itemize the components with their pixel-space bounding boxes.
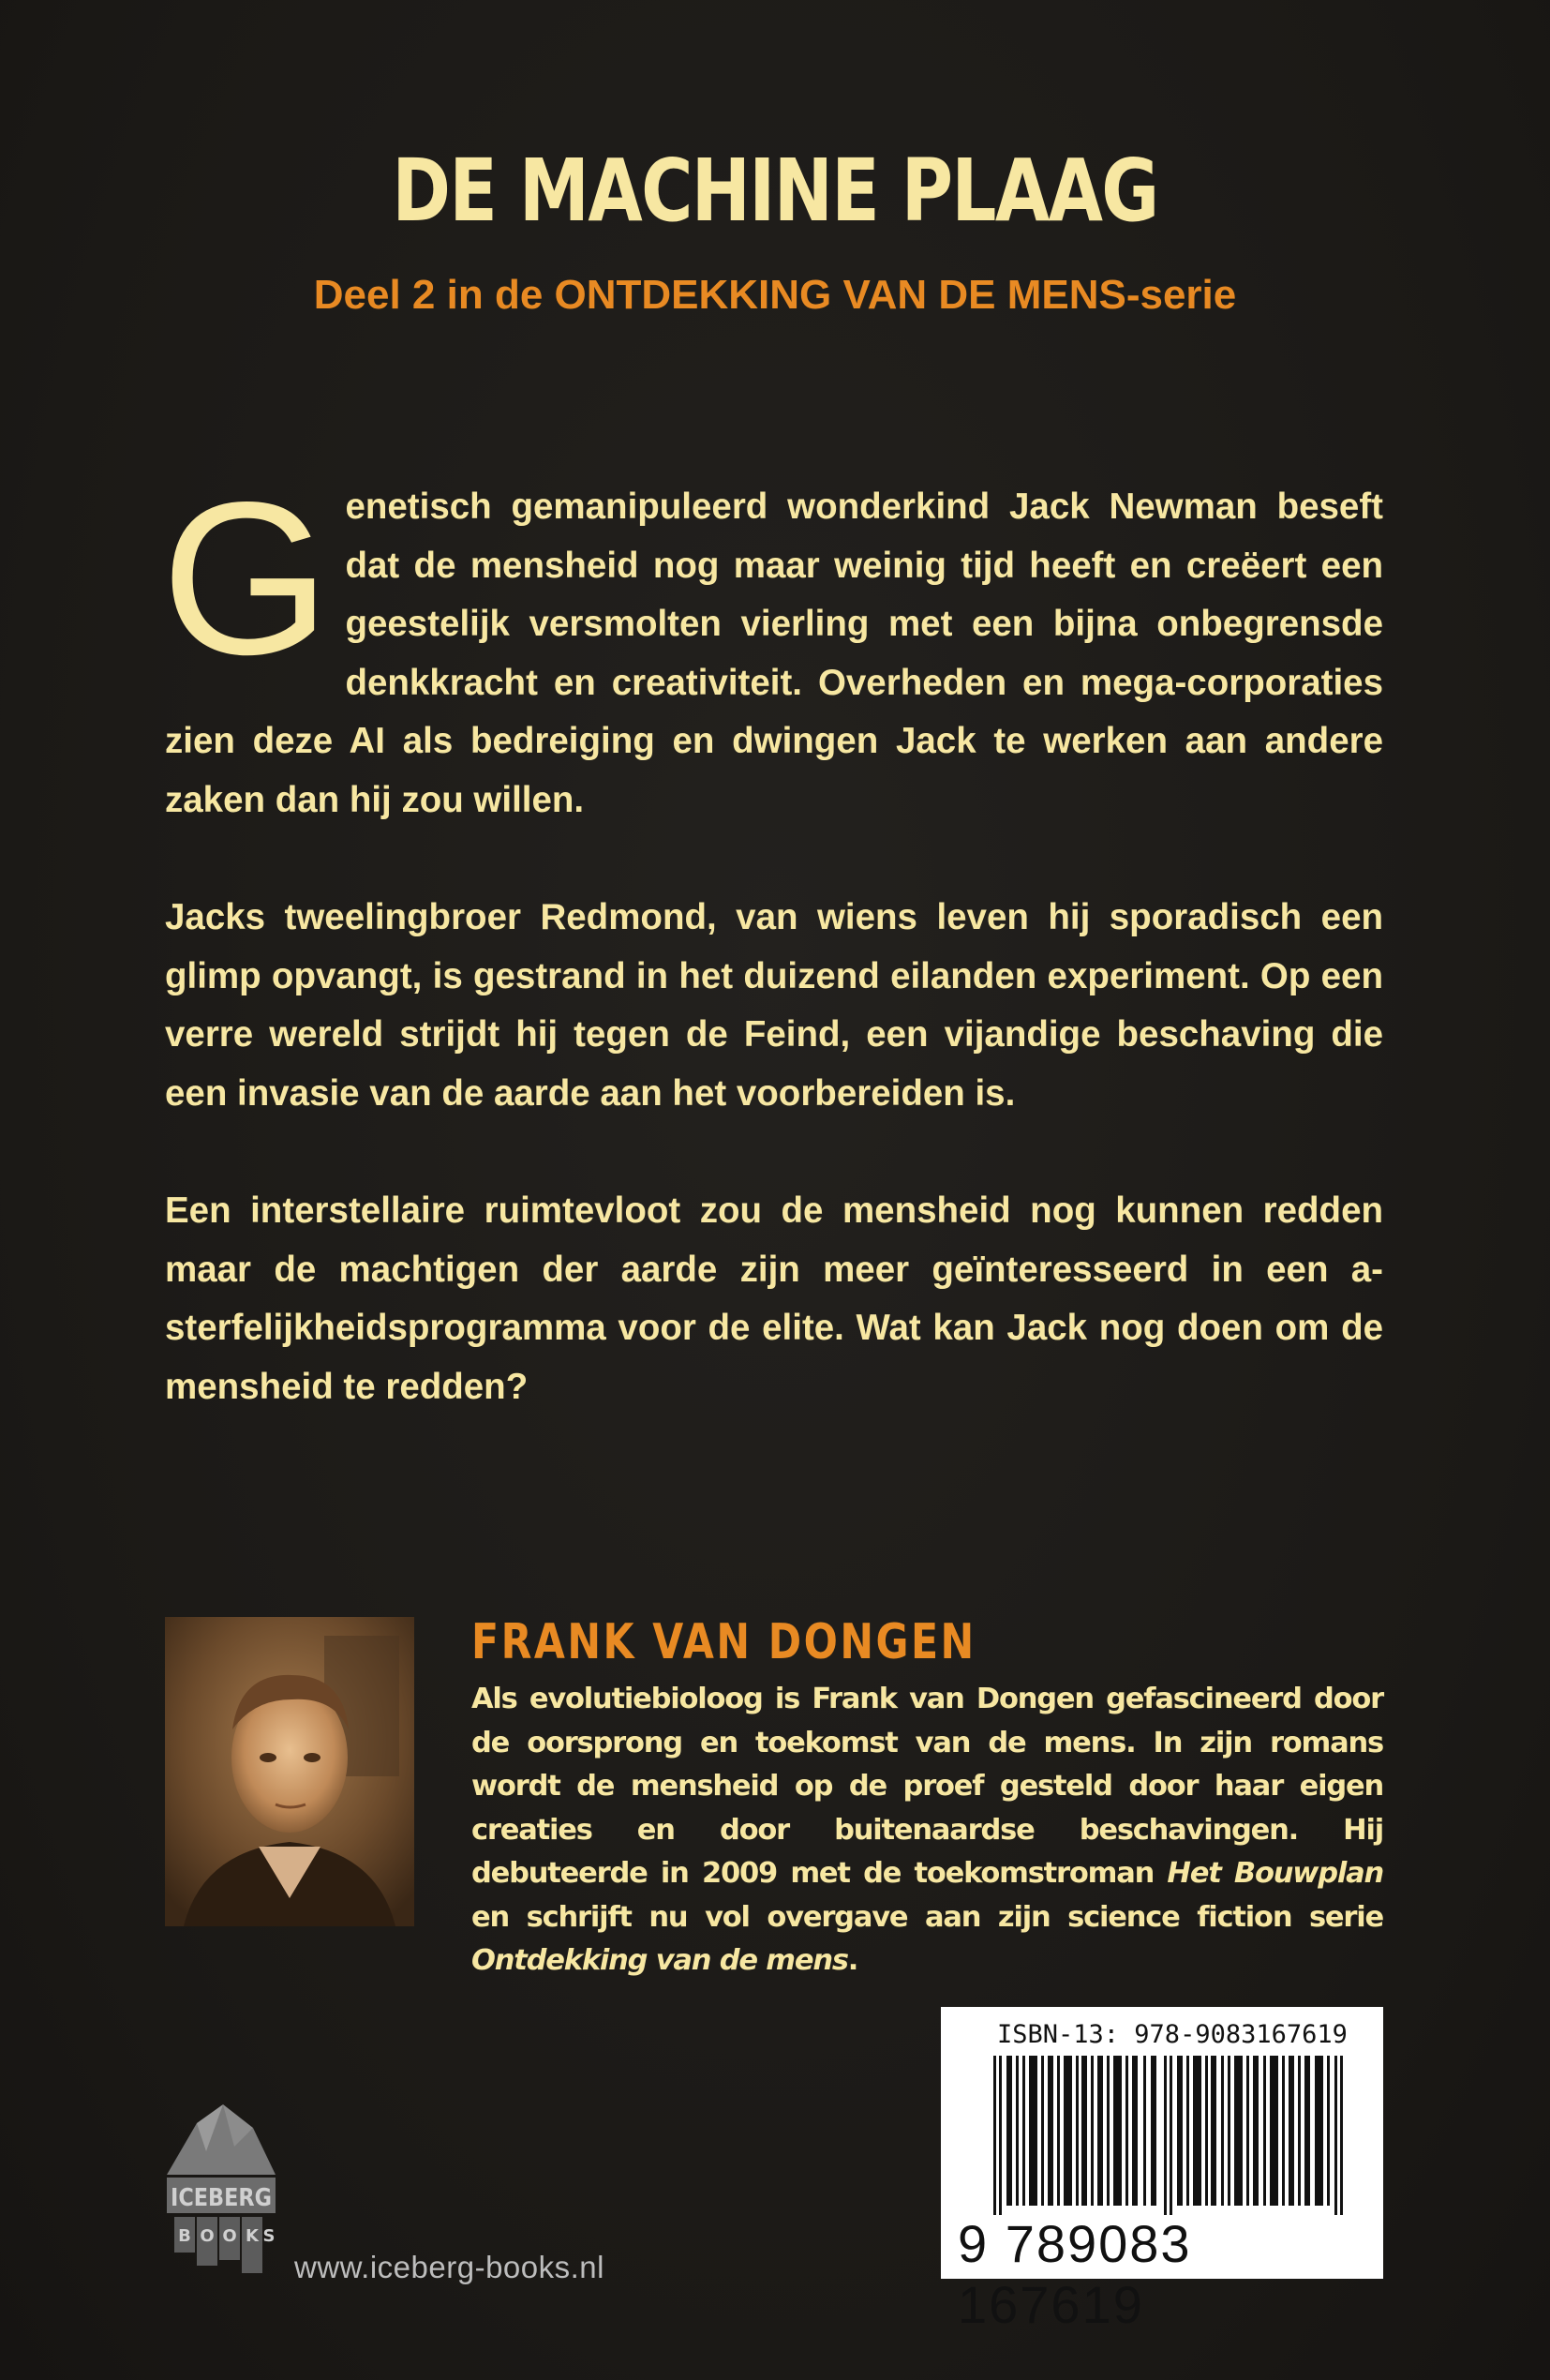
barcode-digits: 9 789083 167619 [958, 2214, 1192, 2334]
blurb [161, 457, 1383, 1475]
svg-text:O: O [222, 2226, 237, 2246]
publisher-website[interactable]: www.iceberg-books.nl [294, 2250, 604, 2284]
iceberg-books-logo [159, 2086, 281, 2283]
drop-cap: G [161, 457, 331, 700]
author-bio-book-title: Het Bouwplan [1167, 1857, 1383, 1890]
author-bio-series-title: Ontdekking van de mens [471, 1944, 848, 1977]
author-bio-end: . [847, 1944, 858, 1977]
svg-text:B: B [178, 2226, 191, 2246]
svg-text:O: O [200, 2226, 215, 2246]
svg-text:S: S [262, 2226, 276, 2246]
author-name: FRANK VAN DONGEN [471, 1614, 976, 1670]
author-bio-text-1: Als evolutiebioloog is Frank van Dongen gefascineerd door de oorsprong en toekomst van de mens. In zijn romans wordt de mensheid op de proef gesteld door haar eigen creaties en door buitenaardse beschavingen. Hij debuteerde in 2009 met de toekomstroman [471, 1683, 1383, 1890]
blurb-paragraph-1 [161, 457, 1383, 830]
isbn-barcode [941, 2007, 1383, 2334]
blurb-paragraph-2: Jacks tweelingbroer Redmond, van wiens leven hij sporadisch een glimp opvangt, is gestrand in het duizend eilanden experiment. Op een verre wereld strijdt hij tegen de Feind, een vijandige beschaving die een invasie van de aarde aan het voorbereiden is. [165, 897, 1383, 1114]
svg-text:K: K [246, 2226, 259, 2246]
author-photo [165, 1617, 414, 1926]
book-title: DE MACHINE PLAAG [392, 141, 1158, 241]
svg-text:ICEBERG: ICEBERG [171, 2184, 272, 2212]
blurb-paragraph-3: Een interstellaire ruimtevloot zou de mensheid nog kunnen redden maar de machtigen der aarde zijn meer geïnteresseerd in een a-sterfelijkheidsprogramma voor de elite. Wat kan Jack nog doen om de mensheid te redden? [165, 1190, 1383, 1407]
blurb-paragraph-1-text: enetisch gemanipuleerd wonderkind Jack Newman beseft dat de mensheid nog maar weinig tijd heeft en creëert een geestelijk versmolten vierling met een bijna onbegrensde denkkracht en creativiteit. Overheden en mega-corporaties zien deze AI als bedreiging en dwingen Jack te werken aan andere zaken dan hij zou willen. [165, 486, 1383, 820]
isbn-label: ISBN-13: 978-9083167619 [997, 2020, 1348, 2049]
barcode-bars-icon [993, 2056, 1359, 2215]
book-subtitle: Deel 2 in de ONTDEKKING VAN DE MENS-serie [313, 272, 1237, 318]
author-bio [471, 1678, 1383, 1983]
author-bio-text-2: en schrijft nu vol overgave aan zijn science fiction serie [471, 1900, 1383, 1934]
